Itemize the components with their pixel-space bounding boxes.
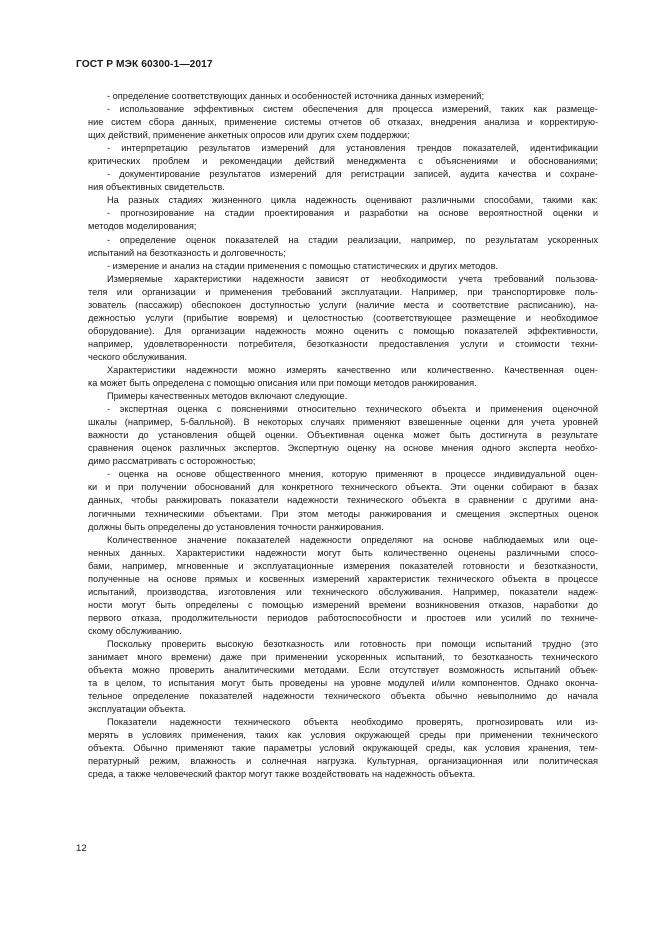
text-line: шкалы (например, 5-балльной). В некоторых случаях применяют взвешенные оценки для учета уровней <box>88 417 598 428</box>
text-line: эксплуатации объекта. <box>88 704 186 715</box>
text-line: ка может быть определена с помощью описания или при помощи методов ранжирования. <box>88 378 477 389</box>
text-line: методов моделирования; <box>88 221 197 232</box>
text-line: ние систем сбора данных, применение системы отчетов об отказах, внедрения анализа и корректирую- <box>88 117 598 128</box>
text-line: димо рассматривать с осторожностью; <box>88 456 256 467</box>
text-line: ческого обслуживания. <box>88 351 188 362</box>
text-line: Измеряемые характеристики надежности зависят от необходимости учета требований пользова- <box>107 273 598 284</box>
text-line: - определение соответствующих данных и особенностей источника данных измерений; <box>107 91 485 101</box>
text-line: полученные на основе прямых и косвенных измерений характеристик технического объекта в процессе <box>88 573 598 584</box>
text-line: - использование эффективных систем обеспечения для процесса измерений, таких как размеще- <box>107 104 598 115</box>
text-line: сравнения оценок различных экспертов. Экспертную оценку на основе мнения одного эксперта необхо- <box>88 443 598 454</box>
text-line: испытаний, производства, изготовления или технического обслуживания. Например, показатели надеж- <box>88 586 598 597</box>
text-line: - экспертная оценка с пояснениями относительно технического объекта и применения оценочной <box>107 404 598 415</box>
text-line: пературный режим, влажность и солнечная нагрузка. Культурная, организационная или политическая <box>88 756 598 767</box>
text-line: ненных данных. Характеристики надежности могут быть количественно оценены различными спосо- <box>88 547 598 558</box>
document-header: ГОСТ Р МЭК 60300-1—2017 <box>76 59 213 70</box>
text-line: ности могут быть определены с помощью измерений времени возникновения отказов, наработки до <box>88 599 598 610</box>
text-line: ния объективных свидетельств. <box>88 182 225 193</box>
text-line: - определение оценок показателей на стадии реализации, например, по результатам ускоренных <box>107 234 598 245</box>
text-line: Примеры качественных методов включают следующие. <box>107 391 348 402</box>
text-line: ки и при получении обоснований для конкретного технического объекта. Эти оценки собирают в базах <box>88 482 598 493</box>
text-line: Количественное значение показателей надежности определяют на основе наблюдаемых или оце- <box>107 534 598 545</box>
text-line: - интерпретацию результатов измерений для установления трендов показателей, идентификации <box>107 143 598 154</box>
text-line: Характеристики надежности можно измерять качественно или количественно. Качественная оцен- <box>107 364 598 375</box>
text-line: зователь (пассажир) обеспокоен доступностью услуги (наличие места и соответствие расписанию), на- <box>88 299 598 310</box>
text-line: объекта можно проверить аналитическими методами. Если отсутствует возможность испытаний объек- <box>88 665 598 676</box>
text-line: например, удовлетворенности потребителя, безотказности предоставления услуги и стоимости техни- <box>88 338 598 349</box>
text-line: должны быть определены до установления точности ранжирования. <box>88 521 384 532</box>
text-line: первого отказа, продолжительности периодов работоспособности и простоев или усилий по техниче- <box>88 612 598 623</box>
text-line: скому обслуживанию. <box>88 625 182 636</box>
text-line: дежностью услуги (прибытие вовремя) и целостностью (соответствующее размещение и необходимое <box>88 312 598 323</box>
text-line: - документирование результатов измерений для регистрации записей, аудита качества и сохране- <box>107 169 598 180</box>
text-line: - измерение и анализ на стадии применения с помощью статистических и других методов. <box>107 260 499 271</box>
text-line: важности до установления общей оценки. Объективная оценка может быть достигнута в результате <box>88 430 598 441</box>
document-body <box>88 90 598 781</box>
text-line: тельное определение показателей надежности технического объекта обычно невыполнимо до начала <box>88 691 598 702</box>
text-line: Показатели надежности технического объекта необходимо проверять, прогнозировать или из- <box>107 717 598 728</box>
text-line: мерять в условиях применения, таких как условия окружающей среды при применении технического <box>88 730 598 741</box>
text-line: занимает много времени) даже при применении ускоренных испытаний, то безотказность технического <box>88 652 598 663</box>
page-number: 12 <box>76 843 87 854</box>
text-line: логичными техническими объектами. При этом методы ранжирования и смещения экспертных оценок <box>88 508 598 519</box>
text-line: испытаний на безотказность и долговечность; <box>88 247 286 258</box>
text-line: критических проблем и рекомендации действий менеджмента с объяснениями и обоснованиями; <box>88 156 598 167</box>
text-line: та в целом, то испытания могут быть проведены на уровне модулей и/или компонентов. Однако оконча- <box>88 678 598 689</box>
text-line: оборудование). Для организации надежность можно оценить с помощью показателей эффективности, <box>88 325 598 336</box>
text-line: данных, чтобы ранжировать показатели надежности технического объекта в сравнении с другими ана- <box>88 495 598 506</box>
text-line: щих действий, применение анкетных опросов или других схем поддержки; <box>88 130 410 141</box>
text-line: объекта. Обычно применяют такие параметры условий окружающей среды, как условия хранения, тем- <box>88 743 598 754</box>
text-line: На разных стадиях жизненного цикла надежность оценивают различными способами, такими как: <box>107 195 598 206</box>
text-line: теля или организации и применения требований эксплуатации. Например, при транспортировке поль- <box>88 286 598 297</box>
text-line: Поскольку проверить высокую безотказность или готовность при помощи испытаний трудно (это <box>107 638 598 649</box>
text-line: - прогнозирование на стадии проектирования и разработки на основе вероятностной оценки и <box>107 208 598 219</box>
text-line: среда, а также человеческий фактор могут также воздействовать на надежность объекта. <box>88 769 476 780</box>
text-line: - оценка на основе общественного мнения, которую применяют в процессе индивидуальной оцен- <box>107 469 598 480</box>
text-line: бами, например, мгновенные и эксплуатационные измерения показателей готовности и безотказности, <box>88 560 598 571</box>
